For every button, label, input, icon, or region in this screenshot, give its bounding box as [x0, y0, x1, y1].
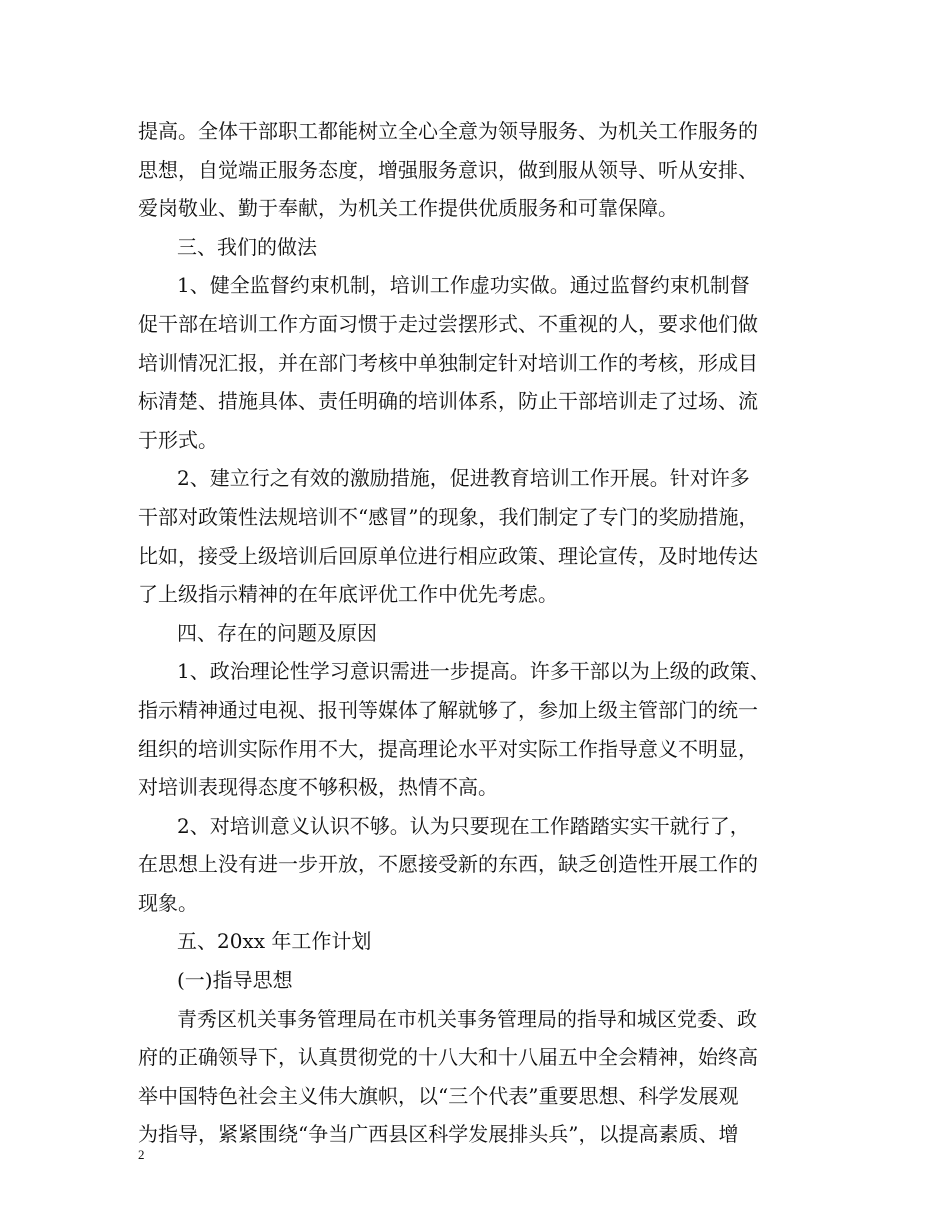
text-line: 思想，自觉端正服务态度，增强服务意识，做到服从领导、听从安排、: [138, 157, 758, 182]
text-line: 府的正确领导下，认真贯彻党的十八大和十八届五中全会精神，始终高: [138, 1045, 758, 1070]
text-line: 比如，接受上级培训后回原单位进行相应政策、理论宣传，及时地传达: [138, 543, 758, 568]
text-line: 2、建立行之有效的激励措施，促进教育培训工作开展。针对许多: [177, 466, 750, 491]
text-line: 指示精神通过电视、报刊等媒体了解就够了，参加上级主管部门的统一: [138, 697, 758, 722]
text-line: 1、健全监督约束机制，培训工作虚功实做。通过监督约束机制督: [177, 273, 750, 298]
text-line: 干部对政策性法规培训不“感冒”的现象，我们制定了专门的奖励措施，: [138, 504, 759, 529]
text-line: 现象。: [138, 890, 198, 915]
text-line: 为指导，紧紧围绕“争当广西县区科学发展排头兵”，以提高素质、增: [138, 1122, 739, 1147]
text-line: 提高。全体干部职工都能树立全心全意为领导服务、为机关工作服务的: [138, 119, 758, 143]
text-line: 标清楚、措施具体、责任明确的培训体系，防止干部培训走了过场、流: [138, 389, 758, 414]
text-line: 于形式。: [138, 427, 218, 452]
text-line: 2、对培训意义认识不够。认为只要现在工作踏踏实实干就行了，: [177, 813, 750, 838]
section-heading: 三、我们的做法: [177, 234, 317, 259]
text-line: 培训情况汇报，并在部门考核中单独制定针对培训工作的考核，形成目: [138, 350, 758, 375]
section-heading: 五、20xx 年工作计划: [177, 929, 372, 954]
text-line: 对培训表现得态度不够积极，热情不高。: [138, 775, 498, 800]
text-line: 组织的培训实际作用不大，提高理论水平对实际工作指导意义不明显，: [138, 736, 758, 761]
section-heading: 四、存在的问题及原因: [177, 620, 377, 645]
text-line: 青秀区机关事务管理局在市机关事务管理局的指导和城区党委、政: [177, 1006, 757, 1031]
document-body: [138, 112, 814, 1154]
text-line: 举中国特色社会主义伟大旗帜，以“三个代表”重要思想、科学发展观: [138, 1083, 739, 1108]
text-line: 促干部在培训工作方面习惯于走过尝摆形式、不重视的人，要求他们做: [138, 311, 758, 336]
text-line: 爱岗敬业、勤于奉献，为机关工作提供优质服务和可靠保障。: [138, 196, 678, 221]
text-line: 1、政治理论性学习意识需进一步提高。许多干部以为上级的政策、: [177, 659, 770, 684]
text-line: 在思想上没有进一步开放，不愿接受新的东西，缺乏创造性开展工作的: [138, 852, 758, 877]
text-line: 了上级指示精神的在年底评优工作中优先考虑。: [138, 582, 558, 607]
subsection-heading: (一)指导思想: [177, 968, 293, 993]
page-number: 2: [138, 1147, 145, 1162]
